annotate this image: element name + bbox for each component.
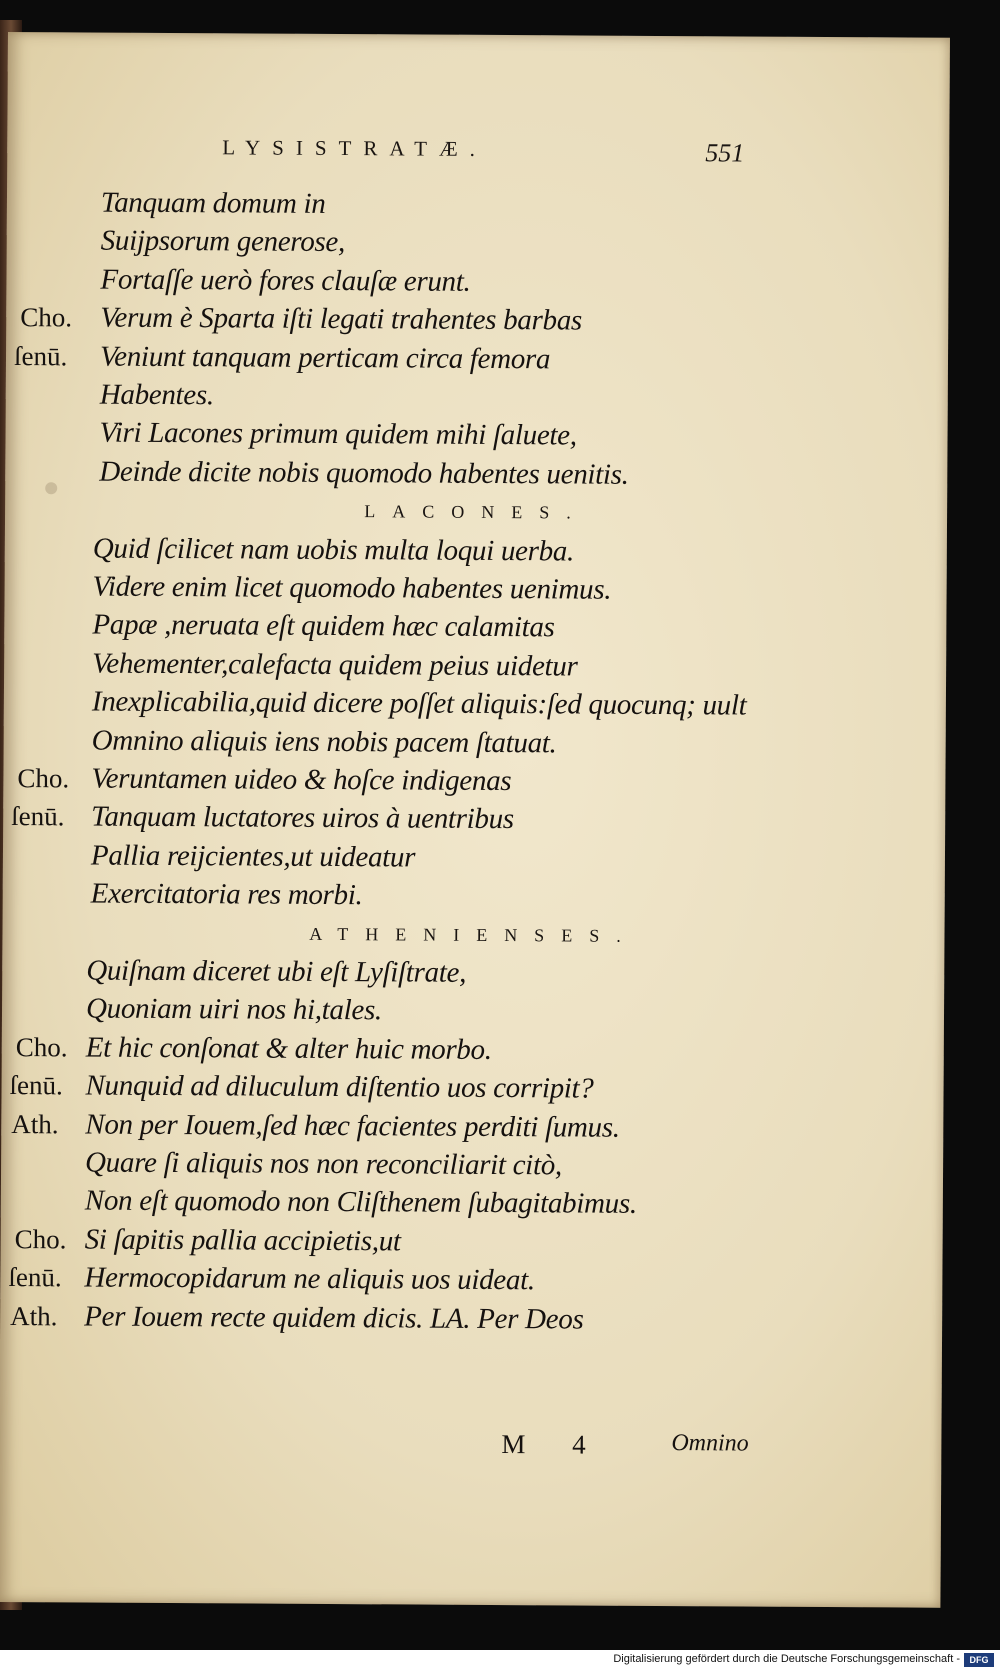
speaker-label [15,528,101,529]
verse-text: Quiſnam diceret ubi eſt Lyſiſtrate, [86,954,467,989]
speaker-label [15,566,101,567]
verse-line [3,873,945,919]
verse-text: Fortaſſe uerò fores clauſæ erunt. [100,263,471,298]
speaker-label [14,643,100,644]
speaker-label [13,873,99,874]
speaker-label: Cho. [14,1223,67,1255]
speaker-label [17,220,103,221]
book-page [0,32,950,1608]
speaker-label: Cho. [15,1031,68,1063]
verse-text: Nunquid ad diluculum diſtentio uos corripit? [85,1069,594,1105]
verse-text: Quare ſi aliquis nos non reconciliarit citò, [84,1146,563,1182]
verse-text: Tanquam domum in [100,186,326,220]
speaker-label [17,259,103,260]
running-title: LYSISTRATÆ. [222,135,488,161]
speaker-heading: ATHENIENSES. [309,923,638,946]
verse-line [0,1296,942,1342]
verse-text: Hermocopidarum ne aliquis uos uideat. [84,1261,535,1297]
verse-text: Pallia reijcientes,ut uideatur [90,839,416,874]
verse-text: Non per Iouem,ſed hæc facientes perditi ſumus. [85,1108,620,1144]
speaker-label: ſenū. [13,340,68,371]
catchword: Omnino [671,1430,749,1457]
dfg-logo: DFG [964,1653,994,1667]
digitization-credit-bar [0,1650,1000,1671]
verse-text: Quoniam uiri nos hi,tales. [85,992,383,1027]
verse-text: Verum è Sparta iſti legati trahentes barbas [100,301,583,337]
verse-text: Habentes. [99,378,214,412]
verse-text: Tanquam luctatores uiros à uentribus [91,800,514,836]
speaker-label [13,835,99,836]
verse-text: Omnino aliquis iens nobis pacem ſtatuat. [91,724,557,759]
verse-text: Exercitatoria res morbi. [90,877,363,912]
verse-text: Deinde dicite nobis quomodo habentes uenitis. [99,455,629,491]
speaker-label: Cho. [20,302,73,333]
verse-text: Veniunt tanquam perticam circa femora [99,340,551,375]
speaker-label [15,604,101,605]
verse-text: Videre enim licet quomodo habentes uenimus. [92,570,612,606]
speaker-label: Cho. [17,763,70,794]
speaker-label: Ath. [11,1108,59,1139]
verse-line [5,451,947,497]
digitization-credit: Digitalisierung gefördert durch die Deutsche Forschungsgemeinschaft - [613,1653,960,1665]
verse-text: Si ſapitis pallia accipietis,ut [84,1223,401,1258]
running-head [7,134,949,180]
verse-text: Per Iouem recte quidem dicis. LA. Per Deos [84,1300,584,1336]
verse-text: Quid ſcilicet nam uobis multa loqui uerba. [92,532,575,568]
speaker-label: Ath. [10,1300,58,1331]
speaker-label [16,374,102,375]
speaker-label: ſenū. [11,801,65,832]
verse-text: Inexplicabilia,quid dicere poſſet aliquis:ſed quocunq; uult [91,685,747,722]
speaker-label: ſenū. [8,1262,62,1293]
verse-text: Suijpsorum generose, [100,224,346,259]
signature-mark: M 4 [501,1429,606,1460]
speaker-label [17,182,103,183]
verse-text: Et hic conſonat & alter huic morbo. [85,1031,492,1066]
page-footer [0,1426,941,1472]
speaker-label [16,412,102,413]
speaker-label [14,720,100,721]
folio-number: 551 [705,138,745,168]
verse-text: Vehementer,calefacta quidem peius uidetur [92,647,578,683]
speaker-label [15,451,101,452]
verse-text: Veruntamen uideo & hoſce indigenas [91,762,512,798]
speaker-label [14,681,100,682]
speaker-label: ſenū. [9,1070,63,1101]
verse-text: Viri Lacones primum quidem mihi ſaluete, [99,416,577,452]
verse-text: Papæ ,neruata eſt quidem hæc calamitas [92,608,555,644]
verse-text: Non eſt quomodo non Cliſthenem ſubagitabimus. [84,1184,637,1221]
speaker-heading: LACONES. [364,501,588,523]
